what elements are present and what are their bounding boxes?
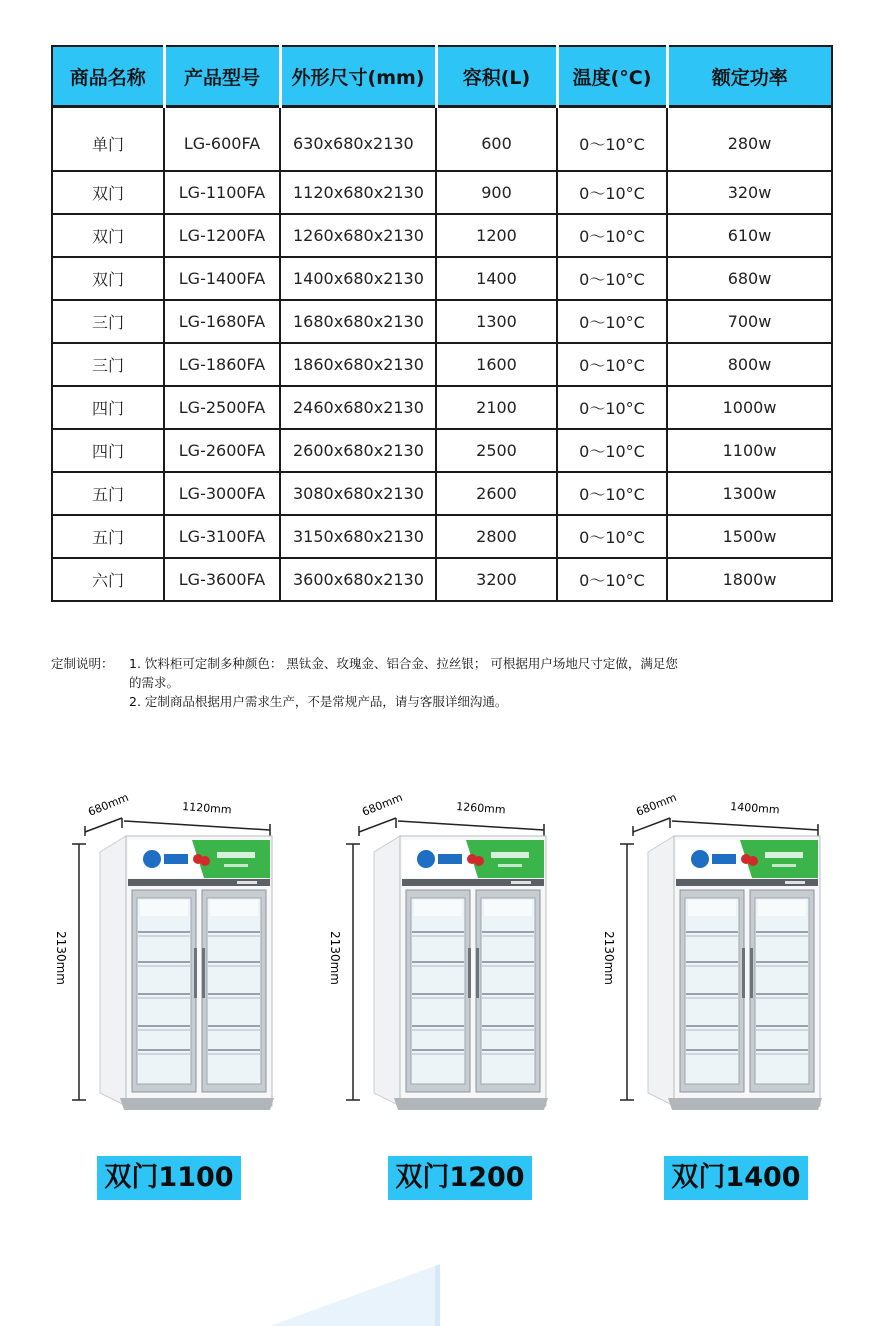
table-row [52, 343, 832, 386]
cell-temperature: 0～10°C [557, 300, 667, 343]
cell-temperature: 0～10°C [557, 429, 667, 472]
fridge-1100-width-label: 1120mm [181, 800, 233, 817]
header-temperature: 温度(°C) [557, 46, 667, 107]
cell-dimensions: 1400x680x2130 [280, 257, 436, 300]
cell-temperature: 0～10°C [557, 214, 667, 257]
cell-product-name: 六门 [52, 558, 164, 601]
fridge-1100-height-label: 2130mm [54, 931, 68, 985]
cell-power: 1000w [667, 386, 832, 429]
table-row [52, 386, 832, 429]
fridge-1200-height-label: 2130mm [328, 931, 342, 985]
cell-capacity: 600 [436, 107, 557, 172]
table-header-row [52, 46, 832, 107]
cell-dimensions: 1860x680x2130 [280, 343, 436, 386]
cell-power: 1300w [667, 472, 832, 515]
table-row [52, 472, 832, 515]
fridge-illustration-1100 [52, 788, 332, 1128]
table-row [52, 171, 832, 214]
cell-model: LG-600FA [164, 107, 280, 172]
cell-power: 1500w [667, 515, 832, 558]
cell-dimensions: 630x680x2130 [280, 107, 436, 172]
cell-dimensions: 3080x680x2130 [280, 472, 436, 515]
notes-label: 定制说明： [51, 656, 114, 671]
header-model: 产品型号 [164, 46, 280, 107]
cell-product-name: 双门 [52, 214, 164, 257]
fridge-caption-1200: 双门1200 [388, 1156, 532, 1200]
cell-temperature: 0～10°C [557, 257, 667, 300]
table-row [52, 515, 832, 558]
fridge-1400-height-label: 2130mm [602, 931, 616, 985]
cell-power: 320w [667, 171, 832, 214]
cell-product-name: 四门 [52, 386, 164, 429]
cell-capacity: 2600 [436, 472, 557, 515]
fridge-1200-graphic [326, 788, 606, 1128]
cell-dimensions: 2460x680x2130 [280, 386, 436, 429]
cell-dimensions: 1260x680x2130 [280, 214, 436, 257]
cell-power: 1800w [667, 558, 832, 601]
cell-temperature: 0～10°C [557, 515, 667, 558]
cell-product-name: 双门 [52, 257, 164, 300]
fridge-1200-depth-label: 680mm [360, 790, 405, 819]
table-row [52, 429, 832, 472]
note-item-2: 2. 定制商品根据用户需求生产，不是常规产品，请与客服详细沟通。 [129, 694, 508, 709]
fridge-1200-width-label: 1260mm [455, 800, 507, 817]
cell-product-name: 四门 [52, 429, 164, 472]
cell-model: LG-1860FA [164, 343, 280, 386]
cell-power: 610w [667, 214, 832, 257]
cell-temperature: 0～10°C [557, 386, 667, 429]
header-dimensions: 外形尺寸(mm) [280, 46, 436, 107]
header-product-name: 商品名称 [52, 46, 164, 107]
cell-model: LG-3000FA [164, 472, 280, 515]
cell-capacity: 1600 [436, 343, 557, 386]
cell-model: LG-1100FA [164, 171, 280, 214]
cell-capacity: 1200 [436, 214, 557, 257]
cell-temperature: 0～10°C [557, 343, 667, 386]
fridge-1400-graphic [600, 788, 880, 1128]
cell-power: 280w [667, 107, 832, 172]
table-row [52, 257, 832, 300]
header-power: 额定功率 [667, 46, 832, 107]
spec-table [51, 45, 833, 602]
cell-model: LG-2500FA [164, 386, 280, 429]
cell-temperature: 0～10°C [557, 107, 667, 172]
fridge-illustration-1400 [600, 788, 880, 1128]
cell-dimensions: 1680x680x2130 [280, 300, 436, 343]
cell-dimensions: 3600x680x2130 [280, 558, 436, 601]
table-row [52, 107, 832, 172]
table-row [52, 558, 832, 601]
decorative-shape [230, 1262, 450, 1326]
cell-model: LG-3100FA [164, 515, 280, 558]
fridge-1400-width-label: 1400mm [729, 800, 781, 817]
cell-temperature: 0～10°C [557, 171, 667, 214]
cell-capacity: 1300 [436, 300, 557, 343]
cell-temperature: 0～10°C [557, 558, 667, 601]
cell-capacity: 900 [436, 171, 557, 214]
fridge-caption-1400: 双门1400 [664, 1156, 808, 1200]
cell-model: LG-3600FA [164, 558, 280, 601]
cell-product-name: 单门 [52, 107, 164, 172]
cell-product-name: 三门 [52, 300, 164, 343]
table-row [52, 214, 832, 257]
header-capacity: 容积(L) [436, 46, 557, 107]
cell-capacity: 3200 [436, 558, 557, 601]
cell-product-name: 五门 [52, 472, 164, 515]
cell-dimensions: 2600x680x2130 [280, 429, 436, 472]
cell-model: LG-2600FA [164, 429, 280, 472]
cell-product-name: 三门 [52, 343, 164, 386]
table-row [52, 300, 832, 343]
cell-model: LG-1200FA [164, 214, 280, 257]
note-item-1: 1. 饮料柜可定制多种颜色： 黑钛金、玫瑰金、铝合金、拉丝银； 可根据用户场地尺寸定做，满足您 [129, 656, 678, 671]
cell-power: 700w [667, 300, 832, 343]
cell-dimensions: 3150x680x2130 [280, 515, 436, 558]
cell-temperature: 0～10°C [557, 472, 667, 515]
cell-capacity: 2100 [436, 386, 557, 429]
cell-power: 680w [667, 257, 832, 300]
cell-product-name: 双门 [52, 171, 164, 214]
fridge-1100-depth-label: 680mm [86, 790, 131, 819]
fridge-1400-depth-label: 680mm [634, 790, 679, 819]
cell-model: LG-1400FA [164, 257, 280, 300]
cell-power: 800w [667, 343, 832, 386]
cell-capacity: 1400 [436, 257, 557, 300]
note-item-1-continued: 的需求。 [129, 675, 180, 690]
fridge-caption-1100: 双门1100 [97, 1156, 241, 1200]
cell-capacity: 2800 [436, 515, 557, 558]
cell-power: 1100w [667, 429, 832, 472]
cell-dimensions: 1120x680x2130 [280, 171, 436, 214]
fridge-illustration-1200 [326, 788, 606, 1128]
cell-product-name: 五门 [52, 515, 164, 558]
cell-capacity: 2500 [436, 429, 557, 472]
cell-model: LG-1680FA [164, 300, 280, 343]
fridge-1100-graphic [52, 788, 332, 1128]
